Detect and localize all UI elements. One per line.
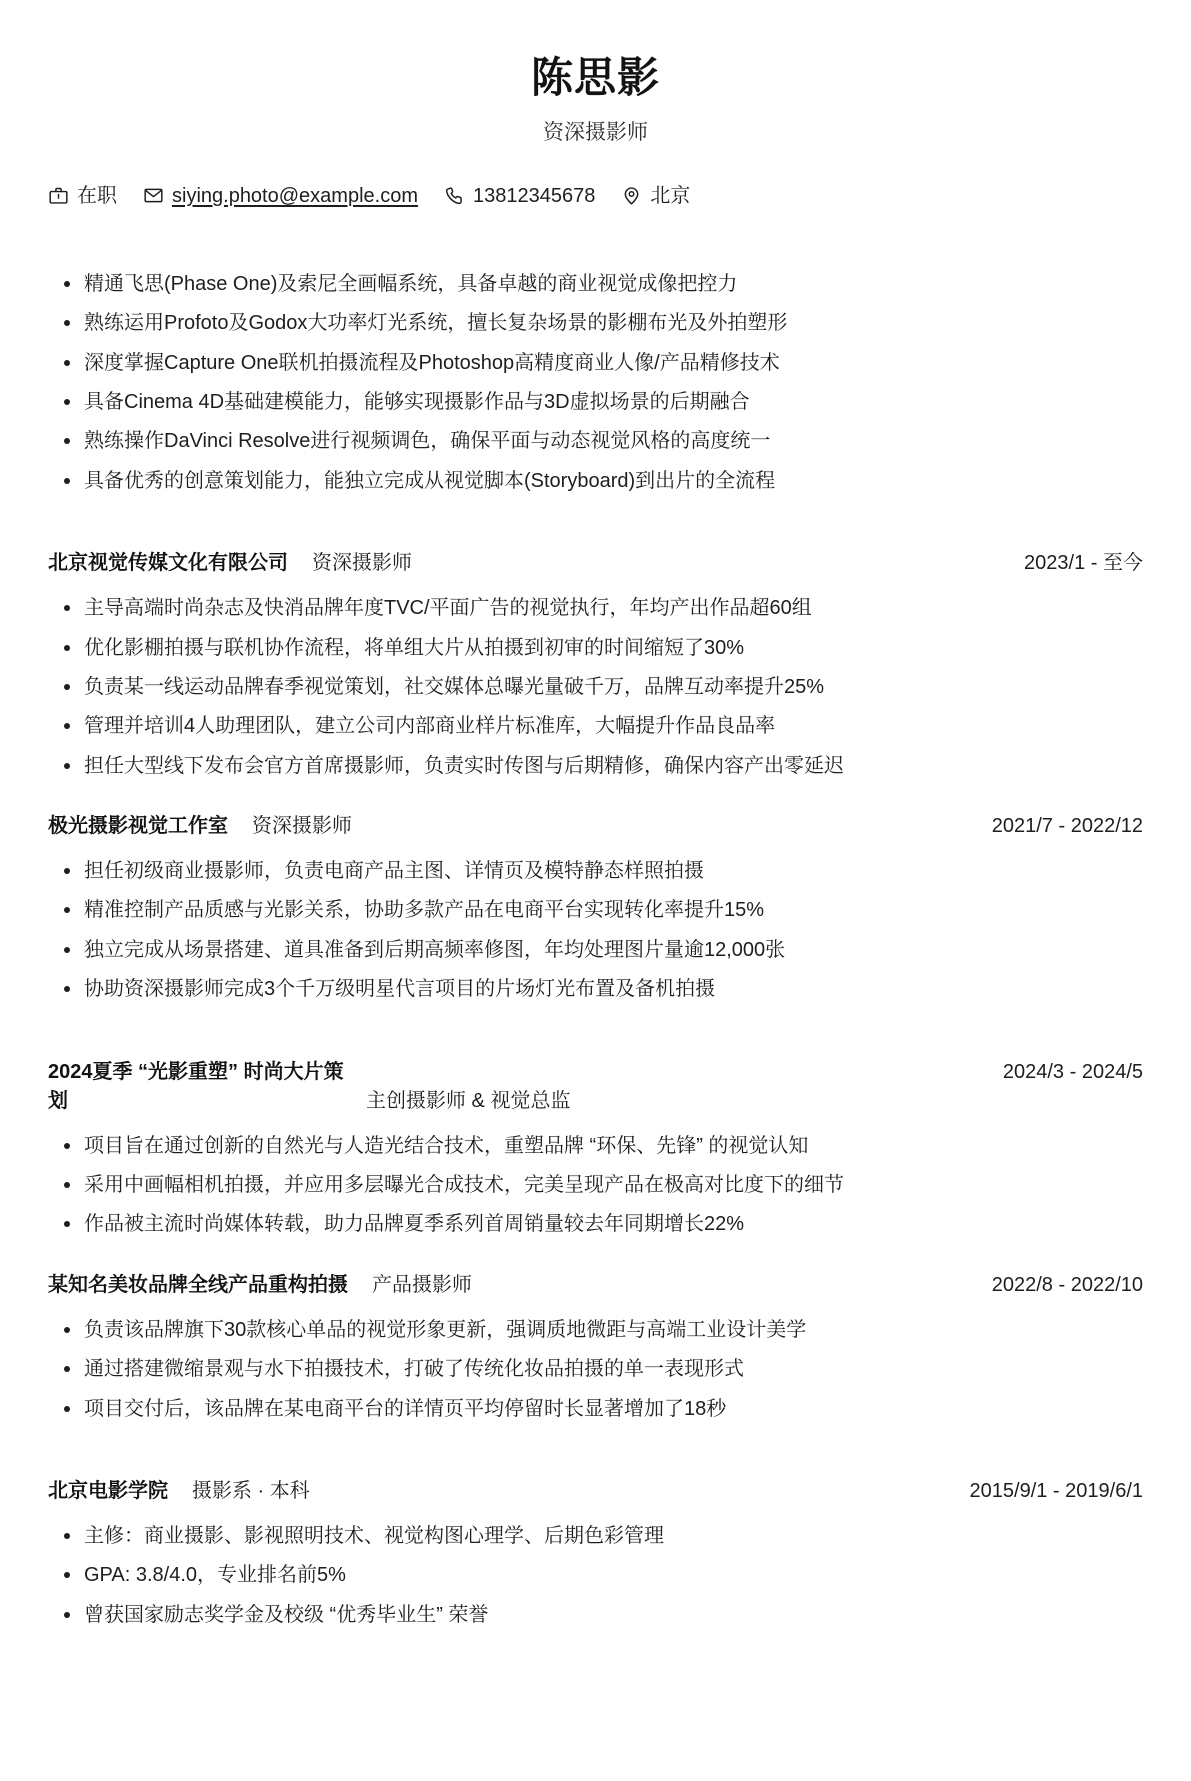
entry-date-range: 2023/1 - 至今: [1024, 552, 1143, 575]
resume-entry: [48, 1271, 1143, 1425]
contact-status-text: 在职: [77, 184, 117, 207]
map-pin-icon: [621, 185, 642, 206]
list-item: 通过搭建微缩景观与水下拍摄技术，打破了传统化妆品拍摄的单一表现形式: [48, 1353, 1143, 1385]
list-item: 项目交付后，该品牌在某电商平台的详情页平均停留时长显著增加了18秒: [48, 1393, 1143, 1425]
entry-date-range: 2021/7 - 2022/12: [991, 815, 1143, 838]
entry-bullet-list: [48, 1314, 1143, 1425]
list-item: 项目旨在通过创新的自然光与人造光结合技术，重塑品牌 “环保、先锋” 的视觉认知: [48, 1130, 1143, 1162]
entry-bullet-list: [48, 1520, 1143, 1631]
candidate-name: 陈思影: [530, 54, 660, 101]
phone-icon: [444, 185, 465, 206]
experience-section: [48, 549, 1143, 1006]
entry-role: 主创摄影师 & 视觉总监: [366, 1089, 571, 1112]
list-item: 作品被主流时尚媒体转载，助力品牌夏季系列首周销量较去年同期增长22%: [48, 1208, 1143, 1240]
envelope-icon: [143, 185, 164, 206]
list-item: 负责某一线运动品牌春季视觉策划，社交媒体总曝光量破千万，品牌互动率提升25%: [48, 671, 1143, 703]
entry-organization: 某知名美妆品牌全线产品重构拍摄: [48, 1273, 348, 1296]
entry-organization: 极光摄影视觉工作室: [48, 815, 228, 838]
resume-entry: [48, 549, 1143, 782]
briefcase-icon: [48, 185, 69, 206]
list-item: 深度掌握Capture One联机拍摄流程及Photoshop高精度商业人像/产品精修技术: [48, 347, 1143, 379]
entry-role: 产品摄影师: [372, 1273, 472, 1296]
skills-list: [48, 268, 1143, 497]
contact-email[interactable]: [143, 184, 418, 208]
entry-header: [48, 1058, 1143, 1116]
contact-status: [48, 184, 117, 208]
entry-date-range: 2015/9/1 - 2019/6/1: [969, 1480, 1143, 1502]
contact-phone-text: 13812345678: [472, 184, 596, 207]
list-item: 曾获国家励志奖学金及校级 “优秀毕业生” 荣誉: [48, 1599, 1143, 1631]
projects-section: [48, 1058, 1143, 1425]
entry-header: [48, 549, 1143, 578]
list-item: 精准控制产品质感与光影关系，协助多款产品在电商平台实现转化率提升15%: [48, 894, 1143, 926]
list-item: 担任大型线下发布会官方首席摄影师，负责实时传图与后期精修，确保内容产出零延迟: [48, 750, 1143, 782]
list-item: 协助资深摄影师完成3个千万级明星代言项目的片场灯光布置及备机拍摄: [48, 973, 1143, 1005]
entry-role: 资深摄影师: [312, 552, 412, 575]
list-item: 主导高端时尚杂志及快消品牌年度TVC/平面广告的视觉执行，年均产出作品超60组: [48, 592, 1143, 624]
list-item: 负责该品牌旗下30款核心单品的视觉形象更新，强调质地微距与高端工业设计美学: [48, 1314, 1143, 1346]
list-item: GPA: 3.8/4.0，专业排名前5%: [48, 1559, 1143, 1591]
resume-header: [48, 52, 1143, 146]
list-item: 具备Cinema 4D基础建模能力，能够实现摄影作品与3D虚拟场景的后期融合: [48, 386, 1143, 418]
candidate-headline: 资深摄影师: [543, 120, 648, 144]
entry-organization: 2024夏季 “光影重塑” 时尚大片策划: [48, 1060, 344, 1112]
contact-location-text: 北京: [650, 184, 691, 207]
entry-header: [48, 1271, 1143, 1300]
list-item: 采用中画幅相机拍摄，并应用多层曝光合成技术，完美呈现产品在极高对比度下的细节: [48, 1169, 1143, 1201]
entry-header: [48, 812, 1143, 841]
contact-location: [621, 184, 690, 208]
list-item: 具备优秀的创意策划能力，能独立完成从视觉脚本(Storyboard)到出片的全流程: [48, 465, 1143, 497]
entry-bullet-list: [48, 1130, 1143, 1241]
education-section: [48, 1477, 1143, 1631]
entry-organization: 北京视觉传媒文化有限公司: [48, 552, 288, 575]
list-item: 熟练运用Profoto及Godox大功率灯光系统，擅长复杂场景的影棚布光及外拍塑形: [48, 307, 1143, 339]
list-item: 优化影棚拍摄与联机协作流程，将单组大片从拍摄到初审的时间缩短了30%: [48, 632, 1143, 664]
entry-role: 资深摄影师: [252, 815, 352, 838]
resume-entry: [48, 1477, 1143, 1631]
entry-bullet-list: [48, 592, 1143, 782]
list-item: 独立完成从场景搭建、道具准备到后期高频率修图，年均处理图片量逾12,000张: [48, 934, 1143, 966]
list-item: 精通飞思(Phase One)及索尼全画幅系统，具备卓越的商业视觉成像把控力: [48, 268, 1143, 300]
entry-date-range: 2024/3 - 2024/5: [1002, 1060, 1143, 1083]
list-item: 担任初级商业摄影师，负责电商产品主图、详情页及模特静态样照拍摄: [48, 855, 1143, 887]
list-item: 熟练操作DaVinci Resolve进行视频调色，确保平面与动态视觉风格的高度统一: [48, 425, 1143, 457]
entry-organization: 北京电影学院: [48, 1480, 168, 1502]
contact-bar: [48, 184, 1143, 208]
entry-bullet-list: [48, 855, 1143, 1006]
entry-role: 摄影系 · 本科: [192, 1480, 310, 1502]
contact-email-link[interactable]: siying.photo@example.com: [172, 184, 418, 207]
entry-header: [48, 1477, 1143, 1506]
entry-date-range: 2022/8 - 2022/10: [991, 1273, 1143, 1296]
skills-section: [48, 268, 1143, 497]
list-item: 主修：商业摄影、影视照明技术、视觉构图心理学、后期色彩管理: [48, 1520, 1143, 1552]
resume-entry: [48, 1058, 1143, 1241]
resume-entry: [48, 812, 1143, 1006]
list-item: 管理并培训4人助理团队，建立公司内部商业样片标准库，大幅提升作品良品率: [48, 710, 1143, 742]
contact-phone: [444, 184, 595, 208]
